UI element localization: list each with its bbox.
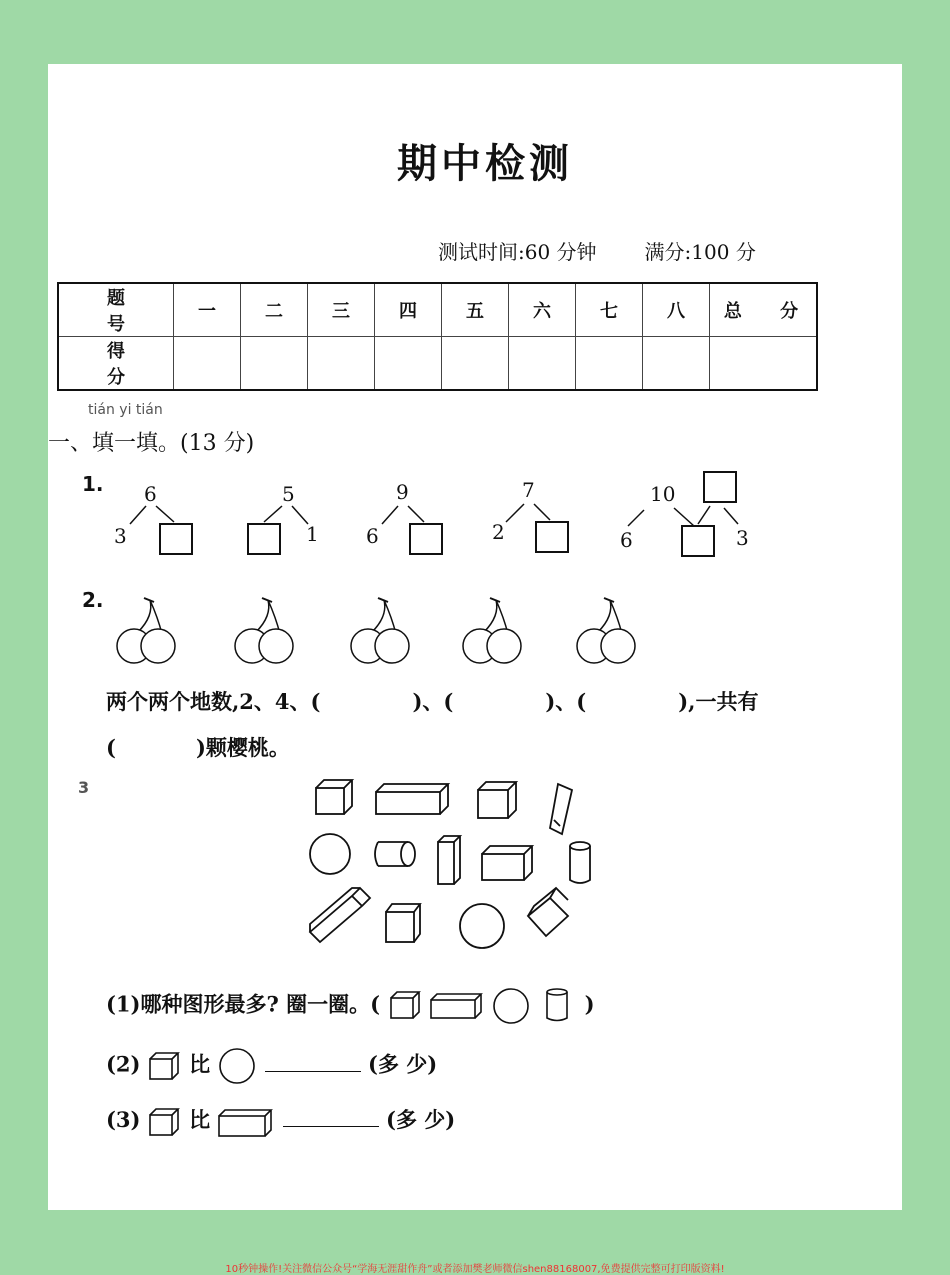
number-tree [238,476,328,556]
header-cell: 二 [241,283,308,337]
score-cell[interactable] [509,337,576,391]
sentence-text: ),一共有 [678,689,759,714]
tree-top: 7 [522,478,535,502]
score-cell[interactable] [643,337,710,391]
header-cell: 题 号 [58,283,174,337]
tree-right-box[interactable] [410,524,442,554]
sentence-text: ( [106,735,116,760]
score-table [57,282,818,391]
sphere-icon [460,904,504,948]
cube-icon [478,782,516,818]
cube-icon [148,1051,182,1081]
test-time: 测试时间:60 分钟 [438,240,597,264]
number-tree [484,476,574,556]
sentence-text: (3) [106,1107,141,1132]
question-number: 1. [82,472,104,496]
cube-icon[interactable] [391,992,419,1018]
question-number: 2. [82,588,104,612]
worksheet-paper [48,64,902,1210]
tree-top: 9 [396,480,409,504]
score-cell[interactable] [375,337,442,391]
answer-blank[interactable] [283,1126,379,1127]
tree-top: 6 [144,482,157,506]
q2-sentence-line2 [106,732,290,762]
section-pinyin: tián yi tián [88,402,163,418]
cuboid-icon [482,846,532,880]
score-cell[interactable] [174,337,241,391]
tree-right: 1 [306,522,319,546]
score-cell[interactable] [442,337,509,391]
q3-sub3 [106,1104,455,1138]
cylinder-icon [570,842,590,883]
tree-left: 6 [366,524,379,548]
test-meta [438,236,804,265]
header-cell: 四 [375,283,442,337]
tree-left: 6 [620,528,633,552]
shapes-group [304,776,624,966]
section-heading: 一、填一填。(13 分) [48,431,255,456]
number-tree-with-sum-box [614,468,764,562]
cylinder-icon [375,842,415,866]
sentence-text: (多 少) [386,1107,456,1132]
cube-icon [316,780,352,814]
tree-left: 2 [492,520,505,544]
sphere-icon [310,834,350,874]
header-cell: 一 [174,283,241,337]
cherry-icon [463,598,521,663]
answer-blank[interactable] [265,1071,361,1072]
cherry-icon [577,598,635,663]
tree-sum-box[interactable] [704,472,736,502]
cuboid-icon [217,1106,275,1138]
full-score: 满分:100 分 [644,240,756,264]
cube-icon [386,904,420,942]
header-cell: 六 [509,283,576,337]
score-table-header-row [58,283,817,337]
score-cell[interactable] [576,337,643,391]
tree-left-box[interactable] [248,524,280,554]
cherry-icon [351,598,409,663]
number-tree [108,476,198,556]
header-cell: 七 [576,283,643,337]
page-title: 期中检测 [397,140,573,187]
tree-right-box[interactable] [160,524,192,554]
sentence-text: ) [584,991,595,1017]
sentence-text: 圈一圈。( [286,991,381,1017]
tree-middle-box[interactable] [682,526,714,556]
score-row-label: 得 分 [58,337,174,391]
sentence-text: 两个两个地数,2、4、( [106,689,321,714]
cuboid-icon [310,888,370,942]
header-cell: 三 [308,283,375,337]
score-cell[interactable] [308,337,375,391]
cube-icon [528,888,568,936]
cherry-icon [117,598,175,663]
sentence-text: (1)哪种图形最多? [106,991,279,1017]
sentence-text: (2) [106,1051,141,1077]
cuboid-icon [438,836,460,884]
q3-sub1 [106,986,595,1026]
question-number: 3 [78,778,90,797]
sentence-text: (多 少) [368,1051,438,1077]
cherry-row [108,592,668,672]
cuboid-icon [376,784,448,814]
tree-top: 5 [282,482,295,506]
header-cell: 五 [442,283,509,337]
header-cell: 八 [643,283,710,337]
sphere-icon[interactable] [494,989,528,1023]
score-table-score-row [58,337,817,391]
cylinder-icon[interactable] [547,989,567,1021]
number-tree [358,476,448,556]
score-cell[interactable] [710,337,818,391]
cuboid-icon[interactable] [431,994,481,1018]
q2-sentence-line1 [106,686,758,716]
q3-sub2 [106,1046,437,1086]
header-cell: 总 分 [710,283,818,337]
sentence-text: 比 [189,1107,211,1132]
tree-top: 10 [650,482,676,506]
score-cell[interactable] [241,337,308,391]
sentence-text: )、( [545,689,587,714]
pencil-icon [550,784,572,834]
sphere-icon [217,1046,257,1086]
sentence-text: )颗樱桃。 [195,735,290,760]
sentence-text: 比 [189,1051,211,1077]
tree-left: 3 [114,524,127,548]
cherry-icon [235,598,293,663]
cube-icon [148,1107,182,1137]
sentence-text: )、( [412,689,454,714]
tree-right-box[interactable] [536,522,568,552]
footer-notice: 10秒钟操作!关注微信公众号“学海无涯甜作舟”或者添加樊老师微信shen88168007,免费提供完整可打印版资料! [225,1264,725,1275]
tree-right: 3 [736,526,749,550]
shape-choices [387,986,577,1026]
